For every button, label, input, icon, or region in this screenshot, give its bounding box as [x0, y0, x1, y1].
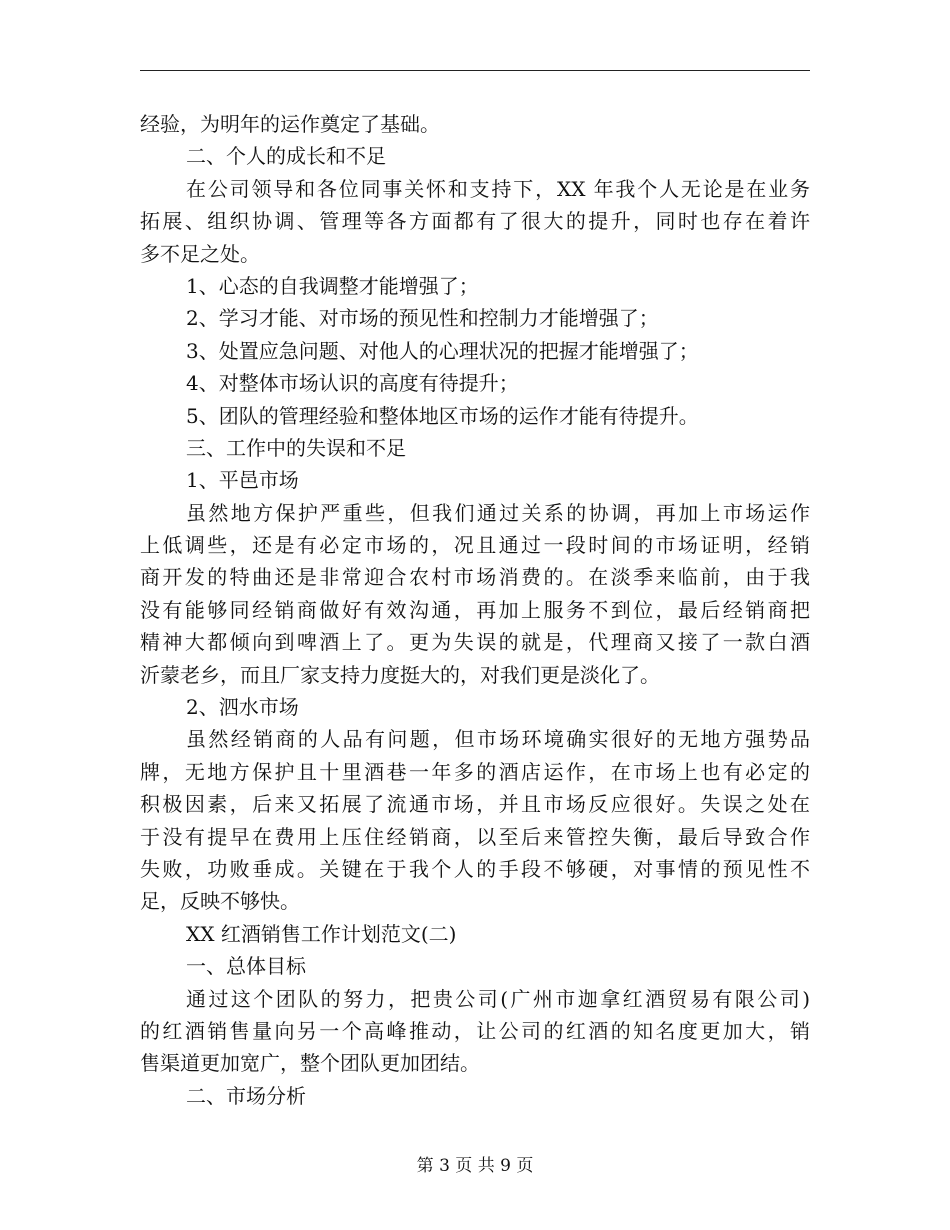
document-title: XX 红酒销售工作计划范文(二): [186, 921, 457, 946]
list-item: 5、团队的管理经验和整体地区市场的运作才能有待提升。: [186, 403, 699, 428]
subsection-heading: 1、平邑市场: [186, 468, 299, 493]
paragraph-line: 沂蒙老乡，而且厂家支持力度挺大的，对我们更是淡化了。: [140, 662, 660, 687]
page-footer: [0, 1155, 950, 1177]
paragraph-line: 上低调些，还是有必定市场的，况且通过一段时间的市场证明，经销: [140, 533, 810, 558]
paragraph-line: 多不足之处。: [140, 241, 260, 266]
paragraph-line: 商开发的特曲还是非常迎合农村市场消费的。在淡季来临前，由于我: [140, 565, 810, 590]
paragraph-line: 售渠道更加宽广，整个团队更加团结。: [140, 1051, 480, 1076]
paragraph-line: 拓展、组织协调、管理等各方面都有了很大的提升，同时也存在着许: [140, 209, 810, 234]
paragraph-line: 没有能够同经销商做好有效沟通，再加上服务不到位，最后经销商把: [140, 597, 810, 622]
section-heading: 一、总体目标: [186, 954, 306, 979]
list-item: 4、对整体市场认识的高度有待提升；: [186, 371, 519, 396]
paragraph-line: 精神大都倾向到啤酒上了。更为失误的就是，代理商又接了一款白酒: [140, 630, 810, 655]
paragraph-line: 的红酒销售量向另一个高峰推动，让公司的红酒的知名度更加大，销: [140, 1018, 810, 1043]
section-heading: 二、市场分析: [186, 1083, 306, 1108]
paragraph-line: 通过这个团队的努力，把贵公司(广州市迦拿红酒贸易有限公司): [186, 986, 810, 1011]
paragraph-line: 足，反映不够快。: [140, 889, 300, 914]
paragraph-line: 积极因素，后来又拓展了流通市场，并且市场反应很好。失误之处在: [140, 792, 810, 817]
paragraph-line: 牌，无地方保护且十里酒巷一年多的酒店运作，在市场上也有必定的: [140, 759, 810, 784]
section-heading: 二、个人的成长和不足: [186, 144, 386, 169]
list-item: 2、学习才能、对市场的预见性和控制力才能增强了；: [186, 306, 659, 331]
header-rule: [140, 70, 810, 71]
paragraph-line: 失败，功败垂成。关键在于我个人的手段不够硬，对事情的预见性不: [140, 856, 810, 881]
document-body: [140, 108, 810, 1112]
paragraph-line: 在公司领导和各位同事关怀和支持下，XX 年我个人无论是在业务: [186, 176, 810, 201]
paragraph-line: 经验，为明年的运作奠定了基础。: [140, 112, 440, 136]
list-item: 1、心态的自我调整才能增强了；: [186, 273, 479, 298]
section-heading: 三、工作中的失误和不足: [186, 435, 406, 460]
paragraph-line: 虽然经销商的人品有问题，但市场环境确实很好的无地方强势品: [186, 727, 810, 752]
paragraph-line: 于没有提早在费用上压住经销商，以至后来管控失衡，最后导致合作: [140, 824, 810, 849]
subsection-heading: 2、泗水市场: [186, 695, 299, 720]
list-item: 3、处置应急问题、对他人的心理状况的把握才能增强了；: [186, 338, 699, 363]
page-number: 第 3 页 共 9 页: [416, 1156, 534, 1176]
paragraph-line: 虽然地方保护严重些，但我们通过关系的协调，再加上市场运作: [186, 500, 810, 525]
